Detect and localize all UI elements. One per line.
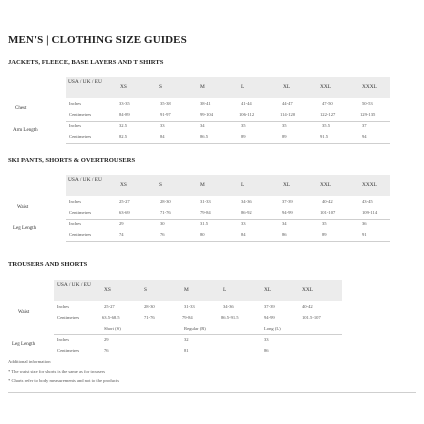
ski-size-label: USA / UK / EU: [68, 177, 102, 183]
value: 86.5-91.5: [221, 315, 239, 320]
value: 79-84: [200, 210, 211, 215]
value: 44-47: [282, 101, 293, 106]
value: 31-33: [200, 199, 211, 204]
row-divider: [54, 334, 342, 335]
value: 82.5: [119, 134, 128, 139]
value: 80: [200, 232, 205, 237]
row-divider: [66, 219, 390, 220]
value: 81: [184, 348, 189, 353]
ski-size-m: M: [200, 182, 205, 188]
value: 37-39: [282, 199, 293, 204]
value: 84: [241, 232, 246, 237]
value: 32: [184, 337, 189, 342]
ski-size-xxl: XXL: [320, 182, 332, 188]
unit-inches: Inches: [69, 123, 81, 128]
value: 29: [104, 337, 109, 342]
value: 89: [241, 134, 246, 139]
ski-size-s: S: [159, 182, 162, 188]
value: 114-120: [280, 112, 296, 117]
note-line: * Charts refer to body measurements and not to the products: [8, 378, 119, 383]
value: 76: [160, 232, 165, 237]
value: 86: [264, 348, 269, 353]
jackets-size-xl: XL: [283, 84, 291, 90]
value: 129-135: [360, 112, 376, 117]
unit-cm: Centimetres: [57, 315, 80, 320]
value: 91-97: [160, 112, 171, 117]
value: 63.5-68.5: [102, 315, 120, 320]
value: 33: [160, 123, 165, 128]
value: 32.5: [119, 123, 128, 128]
length-regular: Regular (R): [184, 326, 206, 331]
ski-waist-label: Waist: [17, 205, 29, 210]
jackets-size-xs: XS: [120, 84, 127, 90]
value: 94-99: [282, 210, 293, 215]
ski-heading: SKI PANTS, SHORTS & OVERTROUSERS: [8, 157, 136, 164]
value: 40-42: [302, 304, 313, 309]
value: 99-104: [200, 112, 214, 117]
jackets-size-xxxl: XXXL: [362, 84, 377, 90]
notes-heading: Additional information: [8, 359, 51, 364]
trousers-waist-label: Waist: [18, 310, 30, 315]
unit-inches: Inches: [69, 101, 81, 106]
ski-size-xs: XS: [120, 182, 127, 188]
value: 74: [119, 232, 124, 237]
value: 94: [362, 134, 367, 139]
value: 122-127: [320, 112, 336, 117]
value: 109-114: [362, 210, 378, 215]
value: 34: [282, 221, 287, 226]
jackets-size-label: USA / UK / EU: [68, 79, 102, 85]
jackets-chest-label: Chest: [15, 106, 27, 111]
note-line: * The waist size for shorts is the same as for trousers: [8, 369, 106, 374]
value: 25-27: [119, 199, 130, 204]
row-divider: [66, 241, 390, 242]
trousers-size-xxl: XXL: [302, 287, 314, 293]
value: 47-50: [322, 101, 333, 106]
value: 84-89: [119, 112, 130, 117]
value: 94-99: [264, 315, 275, 320]
value: 29: [119, 221, 124, 226]
trousers-size-label: USA / UK / EU: [57, 282, 91, 288]
value: 31.5: [200, 221, 209, 226]
unit-inches: Inches: [57, 304, 69, 309]
jackets-size-band: [66, 77, 390, 98]
value: 63-69: [119, 210, 130, 215]
value: 71-76: [144, 315, 155, 320]
value: 30: [160, 221, 165, 226]
row-divider: [66, 121, 390, 122]
value: 28-30: [160, 199, 171, 204]
value: 31-33: [184, 304, 195, 309]
value: 43-45: [362, 199, 373, 204]
length-long: Long (L): [264, 326, 281, 331]
value: 76: [104, 348, 109, 353]
value: 37-39: [264, 304, 275, 309]
value: 38-41: [200, 101, 211, 106]
value: 35.5: [322, 123, 331, 128]
value: 33-35: [119, 101, 130, 106]
value: 71-76: [160, 210, 171, 215]
ski-size-l: L: [241, 182, 245, 188]
value: 89: [282, 134, 287, 139]
value: 36: [362, 221, 367, 226]
ski-leg-label: Leg Length: [13, 226, 37, 231]
value: 84: [160, 134, 165, 139]
unit-inches: Inches: [69, 221, 81, 226]
value: 86: [282, 232, 287, 237]
jackets-size-m: M: [200, 84, 205, 90]
value: 37: [362, 123, 367, 128]
footer-divider: [8, 392, 416, 393]
jackets-size-l: L: [241, 84, 245, 90]
value: 34-36: [241, 199, 252, 204]
value: 106-112: [239, 112, 255, 117]
trousers-size-l: L: [223, 287, 227, 293]
jackets-arm-label: Arm Length: [13, 128, 38, 133]
value: 86-92: [241, 210, 252, 215]
value: 50-53: [362, 101, 373, 106]
trousers-size-m: M: [184, 287, 189, 293]
page-title: MEN'S | CLOTHING SIZE GUIDES: [8, 34, 187, 46]
value: 86.5: [200, 134, 209, 139]
trousers-size-xs: XS: [104, 287, 111, 293]
unit-inches: Inches: [57, 337, 69, 342]
value: 79-84: [182, 315, 193, 320]
unit-cm: Centimetres: [69, 232, 92, 237]
ski-size-band: [66, 175, 390, 196]
trousers-leg-label: Leg Length: [12, 342, 36, 347]
trousers-heading: TROUSERS AND SHORTS: [8, 261, 88, 268]
value: 28-30: [144, 304, 155, 309]
value: 35: [322, 221, 327, 226]
jackets-heading: JACKETS, FLEECE, BASE LAYERS AND T SHIRTS: [8, 59, 164, 66]
trousers-size-s: S: [144, 287, 147, 293]
value: 34: [200, 123, 205, 128]
value: 101.5-107: [302, 315, 321, 320]
value: 35: [282, 123, 287, 128]
value: 25-27: [104, 304, 115, 309]
unit-cm: Centimetres: [69, 210, 92, 215]
unit-cm: Centimetres: [69, 134, 92, 139]
ski-size-xl: XL: [283, 182, 291, 188]
unit-cm: Centimetres: [69, 112, 92, 117]
value: 91.5: [320, 134, 329, 139]
value: 40-42: [322, 199, 333, 204]
row-divider: [66, 143, 390, 144]
value: 89: [322, 232, 327, 237]
trousers-size-xl: XL: [264, 287, 272, 293]
length-short: Short (S): [104, 326, 121, 331]
value: 35: [241, 123, 246, 128]
value: 34-36: [223, 304, 234, 309]
value: 41-44: [241, 101, 252, 106]
unit-cm: Centimetres: [57, 348, 80, 353]
jackets-size-s: S: [159, 84, 162, 90]
jackets-size-xxl: XXL: [320, 84, 332, 90]
value: 33: [264, 337, 269, 342]
ski-size-xxxl: XXXL: [362, 182, 377, 188]
value: 33: [241, 221, 246, 226]
value: 35-38: [160, 101, 171, 106]
value: 91: [362, 232, 367, 237]
unit-inches: Inches: [69, 199, 81, 204]
value: 101-107: [320, 210, 336, 215]
